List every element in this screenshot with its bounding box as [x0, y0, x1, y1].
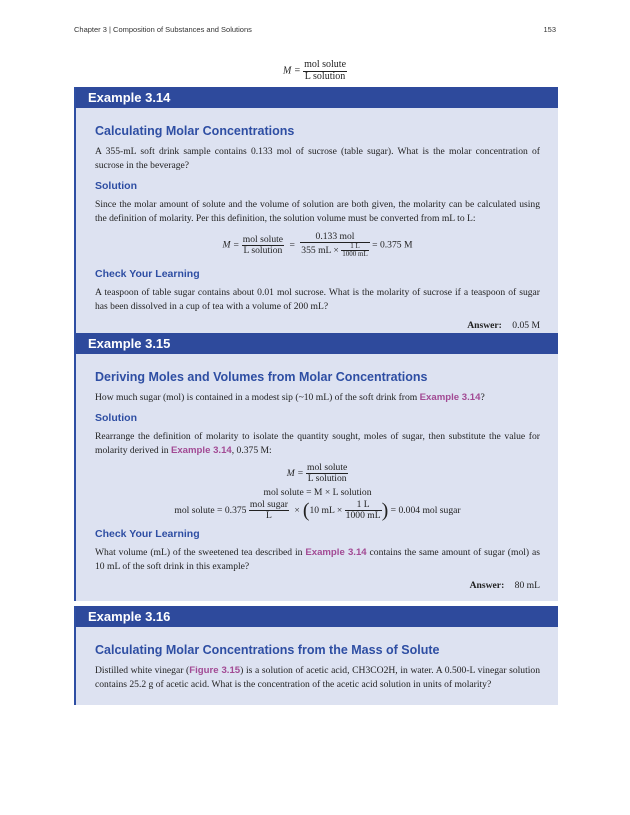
example-3-14-link[interactable]: Example 3.14: [419, 392, 481, 403]
fraction-denominator: L solution: [243, 244, 283, 256]
answer: [95, 319, 540, 333]
molarity-definition-equation: [0, 60, 630, 82]
answer-label: Answer:: [469, 580, 505, 592]
text-run: Distilled white vinegar (: [95, 665, 190, 676]
equals-sign: =: [289, 239, 295, 251]
example-title: Calculating Molar Concentrations from the Mass of Solute: [95, 643, 440, 657]
check-text: A teaspoon of table sugar contains about 0.01 mol sucrose. What is the molarity of sucrose if a teaspoon of sugar has been dissolved in a cup of tea with a volume of 200 mL?: [95, 286, 540, 312]
fraction-denominator: [300, 243, 369, 259]
fraction-numerator: 1 L: [345, 500, 382, 511]
text-run: What volume (mL) of the sweetened tea described in: [95, 547, 306, 559]
fraction-denominator: L: [265, 510, 272, 522]
figure-3-15-link[interactable]: Figure 3.15: [189, 665, 241, 676]
example-3-14-link[interactable]: Example 3.14: [170, 445, 232, 456]
equation-lhs: M =: [222, 239, 240, 251]
fraction-numerator: mol solute: [242, 233, 284, 245]
times-sign: ×: [294, 504, 300, 516]
answer-value: 0.05 M: [512, 319, 540, 331]
running-header: Chapter 3 | Composition of Substances and Solutions: [74, 25, 252, 34]
fraction: [303, 60, 347, 82]
example-label: Example 3.16: [76, 606, 558, 627]
answer: [95, 579, 540, 593]
rearranged-equation: mol solute = M × L solution: [263, 487, 372, 499]
text-run: , 0.375 M:: [231, 445, 272, 456]
example-3-14-box: [74, 87, 558, 341]
example-3-16-box: [74, 606, 558, 705]
equation-lhs: M =: [282, 65, 301, 77]
text-run: How much sugar (mol) is contained in a modest sip (~10 mL) of the soft drink from: [95, 392, 420, 403]
denominator-volume: 355 mL ×: [301, 245, 339, 257]
text-run: Rearrange the definition of molarity to isolate the quantity sought, moles of sugar, then substitute the value for molarity derived in: [95, 431, 540, 456]
fraction: [306, 463, 348, 484]
fraction-numerator: mol sugar: [249, 499, 288, 511]
fraction-denominator: L solution: [304, 70, 346, 82]
moles-calculation-equation: [95, 500, 540, 521]
inner-term: 10 mL ×: [309, 504, 343, 516]
example-3-15-box: [74, 333, 558, 601]
example-title: Calculating Molar Concentrations: [95, 124, 295, 138]
solution-text: [95, 430, 540, 458]
text-run: ) is a solution of acetic acid, CH3CO2H, in water. A 0.500-L vinegar solution contains 25.2 g of acetic acid. What is the concentration of the acetic acid solution in units of molarity?: [95, 665, 541, 690]
solution-text: Since the molar amount of solute and the volume of solution are both given, the molarity can be calculated using the definition of molarity. Per this definition, the solution volume must be converted from mL to L:: [95, 199, 540, 224]
molarity-calculation-equation: [95, 232, 540, 259]
problem-text: [95, 391, 540, 405]
fraction-denominator: L solution: [307, 473, 347, 485]
fraction-numerator: 0.133 mol: [300, 232, 369, 243]
conversion-fraction: [341, 243, 368, 259]
solution-heading: Solution: [95, 412, 137, 424]
text-run: contains the same amount of sugar (mol) as 10 mL of the soft drink in this example?: [95, 547, 540, 573]
fraction: [249, 500, 289, 521]
fraction-numerator: 1 L: [341, 243, 368, 251]
check-heading: Check Your Learning: [95, 267, 200, 280]
equation-result: = 0.375 M: [372, 239, 413, 251]
solution-heading: Solution: [95, 180, 137, 192]
equation-result: = 0.004 mol sugar: [390, 504, 461, 516]
fraction-numerator: mol solute: [304, 59, 347, 70]
molarity-definition-equation: [95, 463, 540, 484]
check-heading: Check Your Learning: [95, 528, 200, 541]
answer-label: Answer:: [467, 319, 502, 331]
problem-text: A 355-mL soft drink sample contains 0.133 mol of sucrose (table sugar). What is the molar concentration of sucrose in the beverage?: [95, 146, 540, 171]
equation-lhs: mol solute = 0.375: [174, 504, 247, 516]
example-title: Deriving Moles and Volumes from Molar Concentrations: [95, 370, 428, 384]
example-3-14-link[interactable]: Example 3.14: [305, 547, 367, 559]
problem-text: [95, 664, 540, 692]
fraction-numerator: mol solute: [307, 462, 348, 473]
equation-lhs: M =: [286, 467, 304, 479]
fraction-denominator: 1000 mL: [345, 510, 381, 522]
open-paren: (: [302, 499, 310, 522]
page-number: 153: [543, 25, 556, 34]
check-text: [95, 546, 540, 574]
fraction: [300, 232, 369, 259]
example-label: Example 3.15: [76, 333, 558, 354]
example-label: Example 3.14: [76, 87, 558, 108]
answer-value: 80 mL: [514, 580, 540, 592]
text-run: ?: [480, 392, 485, 403]
conversion-fraction: [345, 500, 382, 521]
close-paren: ): [381, 499, 389, 522]
fraction: [242, 235, 284, 256]
fraction-denominator: 1000 mL: [342, 250, 368, 259]
